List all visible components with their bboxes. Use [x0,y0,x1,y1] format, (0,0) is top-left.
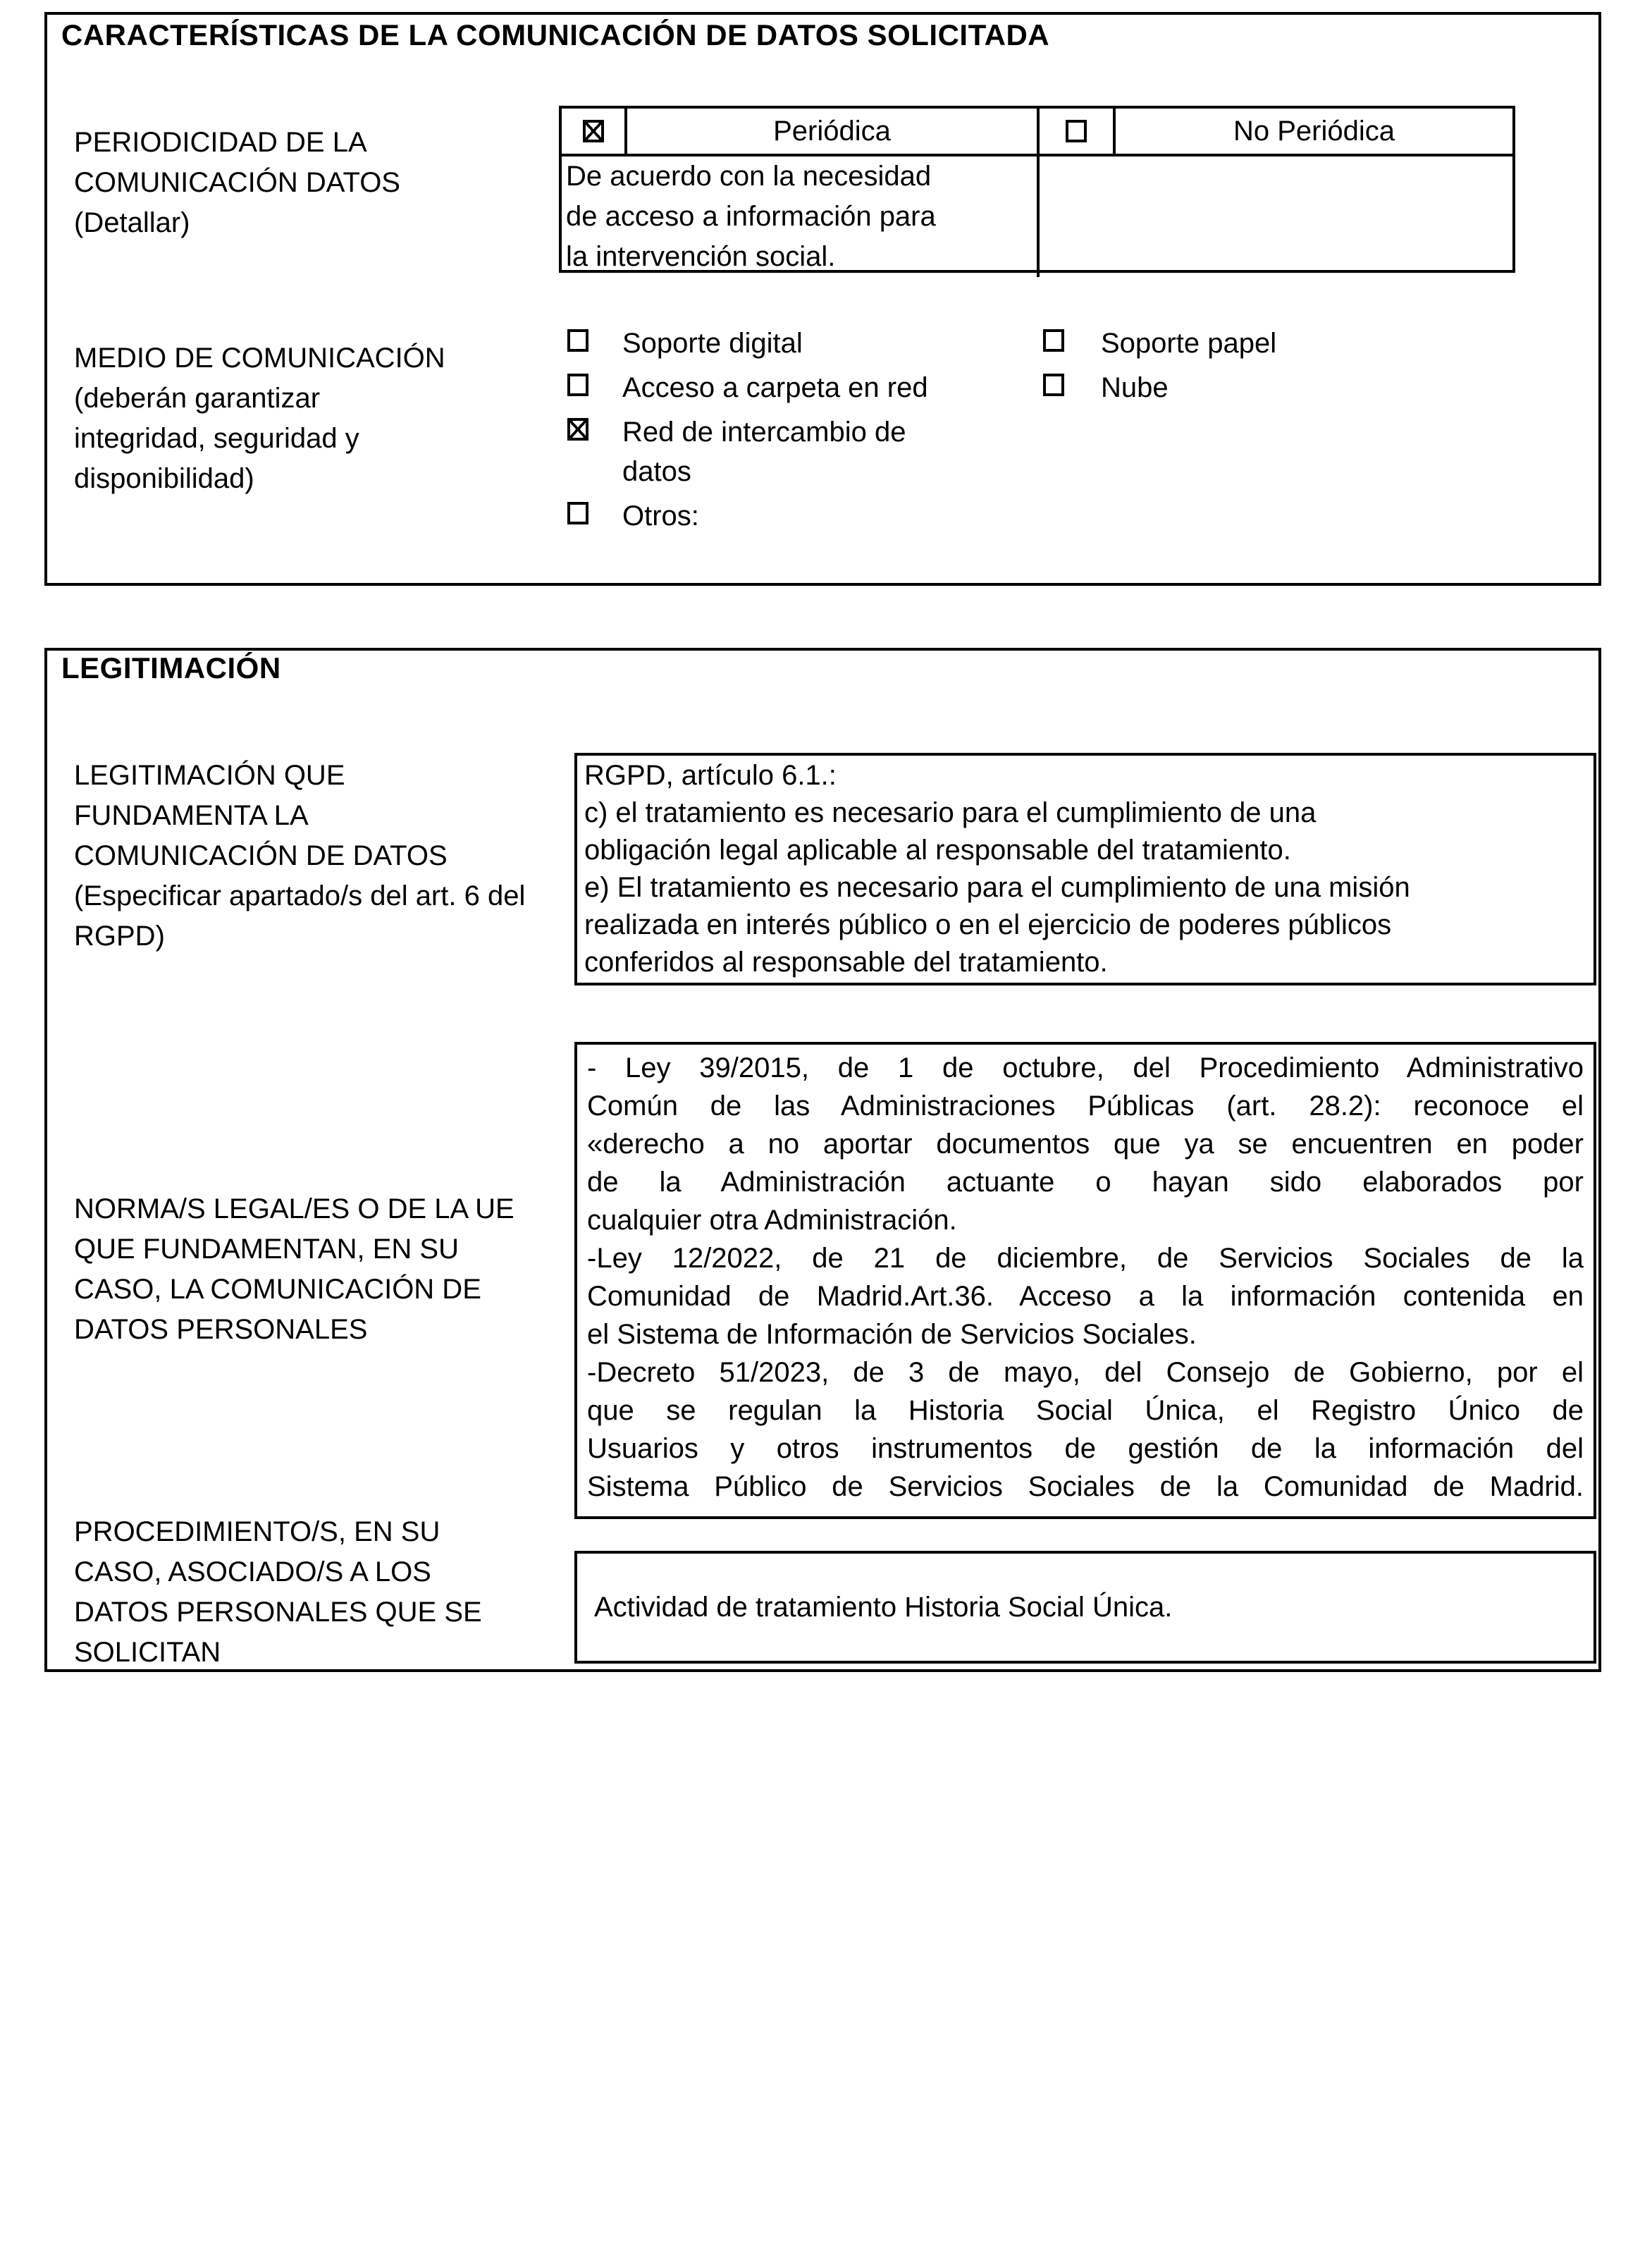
option-checkbox-nube[interactable] [1043,374,1064,396]
text-line: De acuerdo con la necesidad [566,161,932,192]
option-checkbox-soporte-digital[interactable] [567,329,588,352]
caracteristicas-title: CARACTERÍSTICAS DE LA COMUNICACIÓN DE DATOS SOLICITADA [61,18,1050,51]
text-line: FUNDAMENTA LA [74,800,309,831]
text-line: Otros: [622,500,699,532]
option-checkbox-acceso-carpeta[interactable] [567,374,588,396]
text-line: que se regulan la Historia Social Única, el Registro Único de [587,1395,1584,1426]
legitimacion-section [44,648,1601,1672]
text-line: PERIODICIDAD DE LA [74,127,367,158]
option-label-nube [1101,368,1169,407]
caracteristicas-section [44,12,1601,586]
periodicidad-label [74,123,400,243]
text-line: Usuarios y otros instrumentos de gestión de la información del [587,1433,1584,1464]
text-line: DATOS PERSONALES QUE SE [74,1597,482,1628]
text-line: la intervención social. [566,241,836,272]
periodicidad-table [559,106,1515,273]
normas-value-box [574,1042,1596,1519]
text-line: (Detallar) [74,207,190,238]
procedimiento-value: Actividad de tratamiento Historia Social Única. [594,1591,1173,1623]
procedimiento-value-box [574,1551,1596,1664]
text-line: Comunidad de Madrid.Art.36. Acceso a la información contenida en [587,1281,1584,1312]
periodicidad-detail-empty [1037,154,1512,277]
text-line: c) el tratamiento es necesario para el cumplimiento de una [584,797,1317,828]
text-line: (deberán garantizar [74,383,321,414]
text-line: de acceso a información para [566,201,936,232]
text-line: de la Administración actuante o hayan sido elaborados por [587,1167,1584,1198]
option-checkbox-otros[interactable] [567,502,588,524]
text-line: integridad, seguridad y [74,423,359,454]
text-line: PROCEDIMIENTO/S, EN SU [74,1516,440,1547]
option-label-red-intercambio [622,412,906,491]
medio-label [74,338,445,499]
no-periodica-checkbox-cell [1037,109,1113,154]
option-label-acceso-carpeta [622,368,928,407]
option-checkbox-soporte-papel[interactable] [1043,329,1064,352]
text-line: CASO, LA COMUNICACIÓN DE [74,1274,481,1305]
rgpd-value-box [574,753,1596,985]
text-line: Nube [1101,372,1169,403]
option-label-otros [622,496,699,536]
text-line: realizada en interés público o en el ejercicio de poderes públicos [584,909,1392,940]
text-line: Acceso a carpeta en red [622,372,928,403]
text-line: COMUNICACIÓN DATOS [74,167,400,198]
periodica-checkbox[interactable] [583,120,604,142]
procedimiento-label [74,1512,482,1673]
text-line: - Ley 39/2015, de 1 de octubre, del Procedimiento Administrativo [587,1052,1584,1083]
text-line: CASO, ASOCIADO/S A LOS [74,1556,431,1587]
text-line: SOLICITAN [74,1637,221,1668]
text-line: «derecho a no aportar documentos que ya se encuentren en poder [587,1129,1584,1160]
periodicidad-detail [562,154,1037,277]
text-line: Soporte papel [1101,328,1277,359]
text-line: QUE FUNDAMENTAN, EN SU [74,1234,459,1265]
no-periodica-checkbox[interactable] [1066,120,1087,142]
no-periodica-label: No Periódica [1113,109,1512,154]
text-line: -Decreto 51/2023, de 3 de mayo, del Consejo de Gobierno, por el [587,1357,1584,1388]
periodica-label: Periódica [624,109,1037,154]
text-line: (Especificar apartado/s del art. 6 del [74,880,526,911]
text-line: COMUNICACIÓN DE DATOS [74,840,448,871]
text-line: RGPD) [74,921,165,952]
option-checkbox-red-intercambio[interactable] [567,418,588,441]
text-line: NORMA/S LEGAL/ES O DE LA UE [74,1193,514,1224]
normas-label [74,1189,514,1350]
text-line: -Ley 12/2022, de 21 de diciembre, de Servicios Sociales de la [587,1243,1584,1274]
text-line: Común de las Administraciones Públicas (art. 28.2): reconoce el [587,1091,1584,1122]
text-line: DATOS PERSONALES [74,1314,368,1345]
text-line: MEDIO DE COMUNICACIÓN [74,343,445,374]
text-line: el Sistema de Información de Servicios Sociales. [587,1319,1197,1350]
option-label-soporte-papel [1101,324,1276,363]
text-line: Red de intercambio de [622,417,906,448]
option-label-soporte-digital [622,324,803,363]
text-line: conferidos al responsable del tratamiento. [584,947,1108,978]
text-line: disponibilidad) [74,463,254,494]
text-line: obligación legal aplicable al responsable del tratamiento. [584,835,1291,866]
text-line: datos [622,456,691,487]
text-line: cualquier otra Administración. [587,1205,957,1236]
text-line: LEGITIMACIÓN QUE [74,760,345,791]
text-line: e) El tratamiento es necesario para el cumplimiento de una misión [584,872,1410,903]
periodica-checkbox-cell [562,109,624,154]
text-line: Soporte digital [622,328,803,359]
text-line: Sistema Público de Servicios Sociales de la Comunidad de Madrid. [587,1471,1584,1502]
legitimacion-fundamenta-label [74,756,525,957]
legitimacion-title: LEGITIMACIÓN [61,651,281,684]
text-line: RGPD, artículo 6.1.: [584,760,837,791]
